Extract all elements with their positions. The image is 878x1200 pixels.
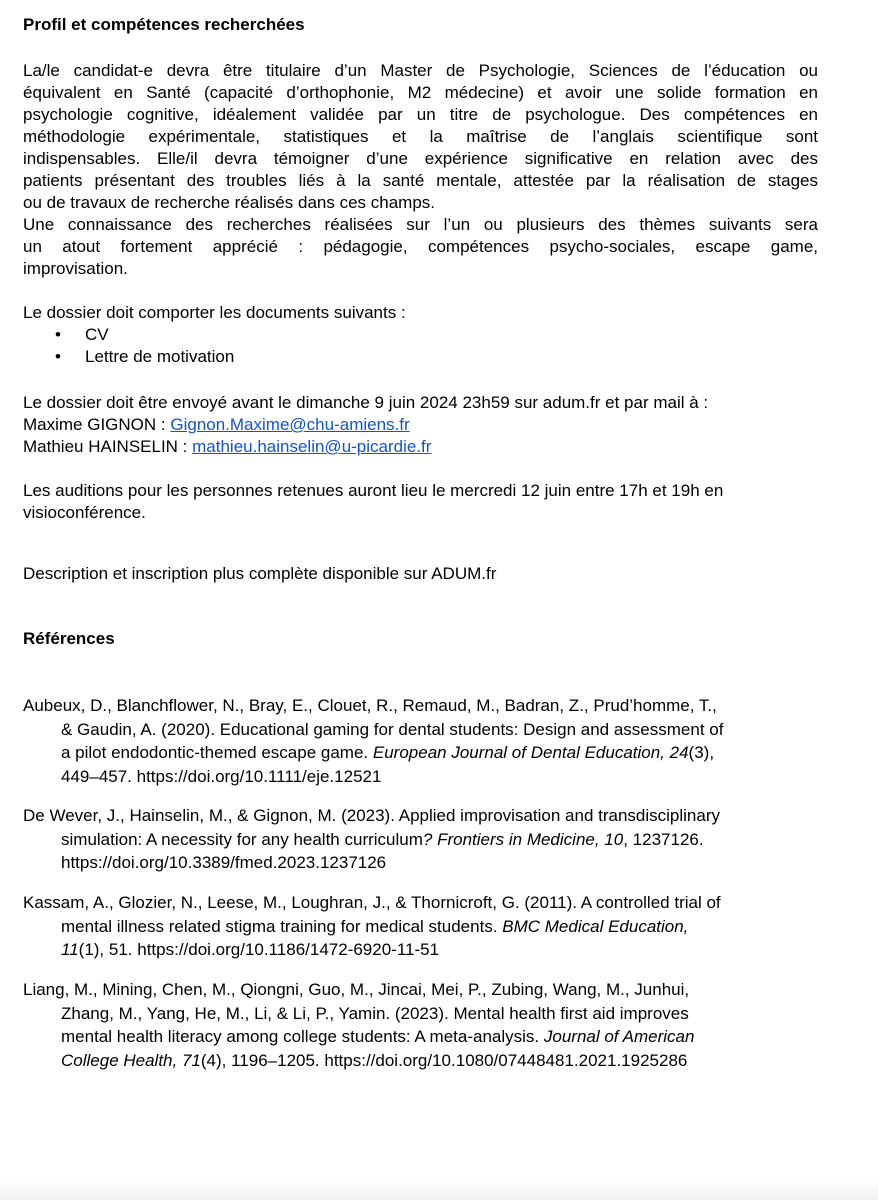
auditions-paragraph: [23, 480, 818, 524]
reference-text: mental illness related stigma training for medical students.: [61, 916, 503, 936]
text-line: La/le candidat-e devra être titulaire d’un Master de Psychologie, Sciences de l’éducation ou: [23, 61, 818, 80]
reference-item: [23, 694, 823, 788]
reference-line: [23, 1025, 823, 1049]
references-heading: Références: [23, 629, 115, 648]
text-line: improvisation.: [23, 259, 128, 278]
reference-line: Kassam, A., Glozier, N., Leese, M., Loughran, J., & Thornicroft, G. (2011). A controlled trial of: [23, 893, 721, 912]
contact-name: Maxime GIGNON :: [23, 415, 171, 434]
journal-title: BMC Medical Education,: [502, 916, 689, 936]
reference-line: [23, 741, 823, 765]
text-line: ou de travaux de recherche réalisés dans ces champs.: [23, 193, 436, 212]
reference-line: [23, 1049, 823, 1073]
reference-text: , 1237126.: [623, 829, 704, 849]
reference-line: Liang, M., Mining, Chen, M., Qiongni, Guo, M., Jincai, Mei, P., Zubing, Wang, M., Junhui,: [23, 980, 690, 999]
journal-title: College Health, 71: [61, 1050, 201, 1070]
journal-title: Journal of American: [543, 1027, 695, 1046]
journal-title: European Journal of Dental Education, 24: [372, 743, 689, 762]
reference-line: Aubeux, D., Blanchflower, N., Bray, E., Clouet, R., Remaud, M., Badran, Z., Prud’homme, T.,: [23, 696, 717, 715]
journal-volume: 11: [61, 940, 79, 959]
reference-text: (1), 51. https://doi.org/10.1186/1472-6920-11-51: [78, 940, 440, 959]
text-line: équivalent en Santé (capacité d’orthophonie, M2 médecine) et avoir une solide formation en: [23, 83, 818, 102]
contact-name: Mathieu HAINSELIN :: [23, 437, 193, 456]
list-item: [23, 324, 234, 346]
list-item-label: CV: [85, 325, 109, 344]
profile-heading: Profil et compétences recherchées: [23, 15, 305, 34]
text-line: Les auditions pour les personnes retenues auront lieu le mercredi 12 juin entre 17h et 19h en: [23, 481, 724, 500]
reference-line: 449–457. https://doi.org/10.1111/eje.12521: [61, 766, 382, 786]
text-line: Une connaissance des recherches réalisées sur l’un ou plusieurs des thèmes suivants sera: [23, 215, 818, 234]
profile-paragraph: [23, 60, 818, 214]
dossier-intro: Le dossier doit comporter les documents suivants :: [23, 303, 406, 322]
reference-text: simulation: A necessity for any health curriculum: [61, 829, 423, 849]
email-link[interactable]: Gignon.Maxime@chu-amiens.fr: [170, 415, 410, 434]
reference-text: (3),: [688, 743, 715, 762]
reference-text: mental health literacy among college students: A meta-analysis.: [61, 1027, 544, 1046]
list-item-label: Lettre de motivation: [85, 347, 235, 366]
bullet-icon: •: [55, 347, 61, 366]
reference-text: (4), 1196–1205. https://doi.org/10.1080/07448481.2021.1925286: [200, 1050, 688, 1070]
text-line: patients présentant des troubles liés à la santé mentale, attestée par la réalisation de stages: [23, 171, 818, 190]
list-item: [23, 346, 234, 368]
reference-line: & Gaudin, A. (2020). Educational gaming for dental students: Design and assessment of: [61, 719, 724, 739]
reference-line: Zhang, M., Yang, He, M., Li, & Li, P., Yamin. (2023). Mental health first aid improves: [61, 1003, 689, 1023]
reference-line: [23, 938, 823, 962]
reference-item: [23, 891, 823, 962]
contact-line: [23, 436, 818, 458]
reference-line: [23, 915, 823, 939]
reference-line: De Wever, J., Hainselin, M., & Gignon, M. (2023). Applied improvisation and transdisciplinary: [23, 806, 720, 825]
page-bottom-edge: [0, 1180, 878, 1200]
text-line: méthodologie expérimentale, statistiques et la maîtrise de l’anglais scientifique sont: [23, 127, 818, 146]
reference-text: a pilot endodontic-themed escape game.: [61, 743, 373, 762]
journal-title: ? Frontiers in Medicine, 10: [422, 829, 624, 849]
description-text: Description et inscription plus complète disponible sur ADUM.fr: [23, 564, 497, 583]
text-line: indispensables. Elle/il devra témoigner d’une expérience significative en relation avec des: [23, 149, 818, 168]
deadline-paragraph: [23, 392, 818, 458]
email-link[interactable]: mathieu.hainselin@u-picardie.fr: [192, 437, 432, 456]
documents-list: [23, 324, 234, 368]
themes-paragraph: [23, 214, 818, 280]
text-line: psychologie cognitive, idéalement validée par un titre de psychologue. Des compétences en: [23, 105, 818, 124]
reference-item: [23, 978, 823, 1072]
text-line: un atout fortement apprécié : pédagogie, compétences psycho-sociales, escape game,: [23, 237, 818, 256]
reference-item: [23, 804, 823, 875]
deadline-text: Le dossier doit être envoyé avant le dimanche 9 juin 2024 23h59 sur adum.fr et par mail à :: [23, 393, 709, 412]
reference-line: [23, 828, 823, 852]
reference-line: https://doi.org/10.3389/fmed.2023.1237126: [61, 853, 387, 872]
bullet-icon: •: [55, 325, 61, 344]
text-line: visioconférence.: [23, 503, 146, 522]
contact-line: [23, 414, 818, 436]
